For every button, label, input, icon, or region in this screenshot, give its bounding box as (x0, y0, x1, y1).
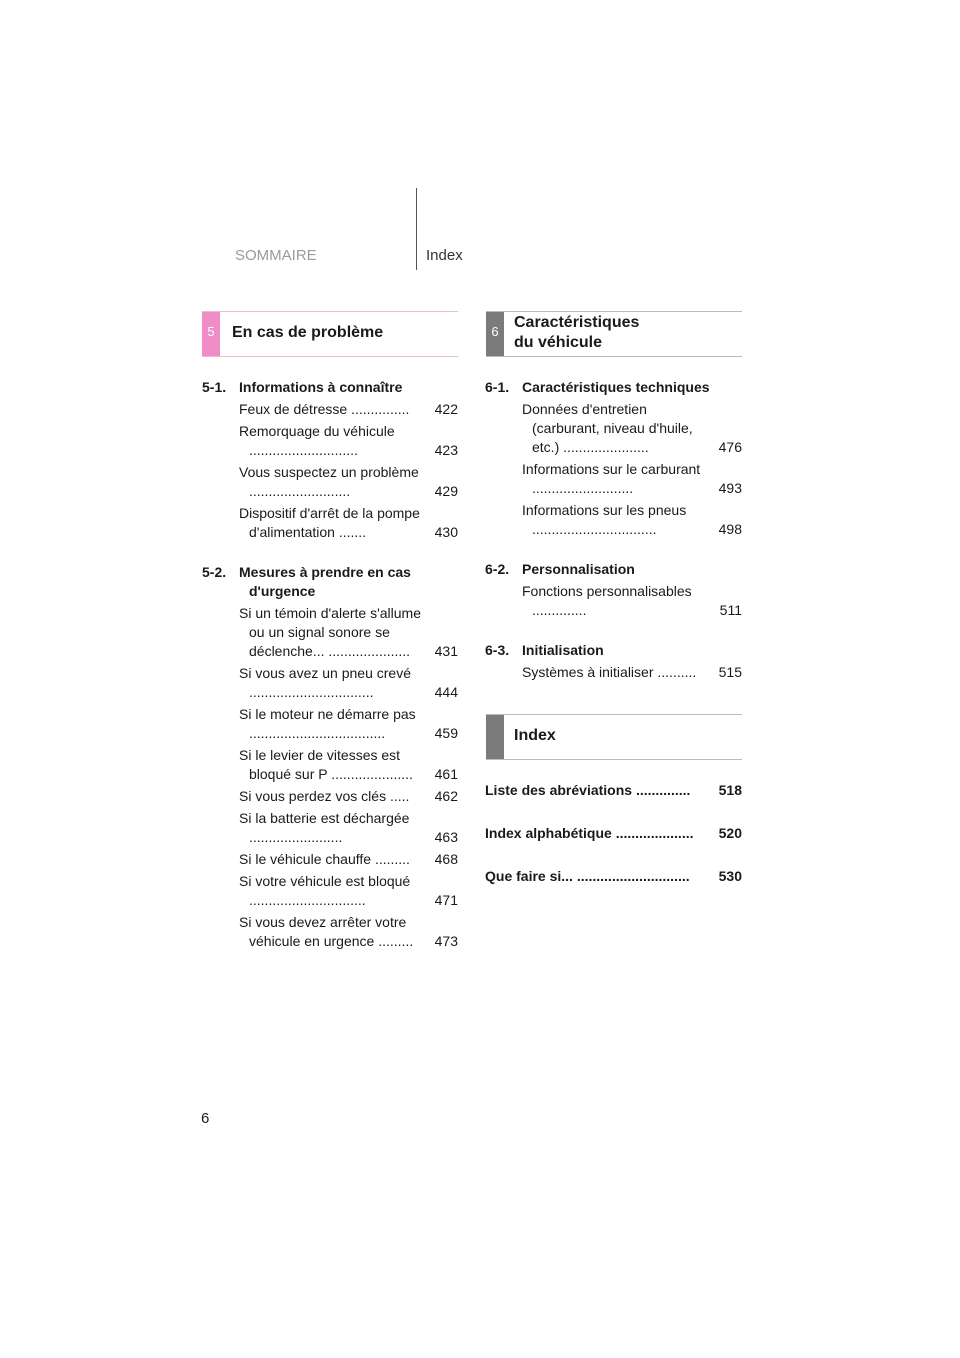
chapter-number: 5-1. (202, 379, 227, 395)
entry-page: 511 (719, 602, 742, 618)
chapter-title: Caractéristiques techniques (522, 379, 710, 395)
chapter-6-1[interactable] (485, 378, 742, 397)
index-list (485, 781, 742, 910)
entry-text: Remorquage du véhicule ............................ (239, 423, 395, 458)
index-entry-alphabetical[interactable] (485, 824, 742, 843)
entry-text: Si vous devez arrêter votre véhicule en urgence ......... (239, 914, 414, 949)
entry-text: Si votre véhicule est bloqué .............................. (239, 873, 411, 908)
entry-text: Si le moteur ne démarre pas ................................... (239, 706, 416, 741)
toc-entry[interactable] (239, 604, 458, 661)
page-number: 6 (201, 1110, 210, 1127)
entry-page: 459 (434, 725, 458, 741)
toc-right-column (485, 378, 742, 682)
index-tab (486, 715, 504, 759)
toc-entry[interactable] (239, 746, 458, 784)
entry-page: 430 (434, 524, 458, 540)
entry-text: Dispositif d'arrêt de la pompe d'alimentation ....... (239, 505, 420, 540)
entry-page: 476 (718, 439, 742, 455)
sommaire-link[interactable]: SOMMAIRE (235, 247, 317, 264)
toc-entry[interactable] (239, 850, 458, 869)
entry-text: Si le véhicule chauffe ......... (239, 851, 410, 867)
entry-text: Si un témoin d'alerte s'allume ou un signal sonore se déclenche... ..................... (239, 605, 421, 659)
chapter-6-2[interactable] (485, 560, 742, 579)
entry-page: 429 (434, 483, 458, 499)
entry-page: 520 (718, 825, 742, 841)
chapter-title: Informations à connaître (239, 379, 403, 395)
entry-text: Vous suspectez un problème .......................... (239, 464, 419, 499)
section-6-tab: 6 (486, 312, 504, 356)
section-6-title (514, 313, 639, 353)
entry-text: Si le levier de vitesses est bloqué sur P ..................... (239, 747, 413, 782)
entry-page: 518 (718, 782, 742, 798)
entry-text: Données d'entretien (carburant, niveau d'huile, etc.) ...................... (522, 401, 693, 455)
index-link[interactable]: Index (426, 247, 463, 264)
toc-entry[interactable] (239, 504, 458, 542)
chapter-number: 6-1. (485, 379, 510, 395)
toc-left-column (202, 378, 458, 951)
index-entry-what-to-do[interactable] (485, 867, 742, 886)
entry-text: Si vous avez un pneu crevé ................................ (239, 665, 411, 700)
toc-entry[interactable] (239, 809, 458, 847)
chapter-5-2[interactable] (202, 563, 458, 601)
entry-page: 498 (718, 521, 742, 537)
toc-entry[interactable] (239, 463, 458, 501)
entry-text: Fonctions personnalisables .............. (522, 583, 692, 618)
entry-text: Index alphabétique .................... (485, 825, 694, 841)
chapter-6-3[interactable] (485, 641, 742, 660)
entry-text: Informations sur les pneus ................................ (522, 502, 687, 537)
section-6-title-line2: du véhicule (514, 334, 603, 351)
entry-page: 423 (434, 442, 458, 458)
toc-entry[interactable] (239, 872, 458, 910)
entry-text: Systèmes à initialiser .......... (522, 664, 697, 680)
entry-page: 422 (434, 401, 458, 417)
toc-entry[interactable] (522, 663, 742, 682)
entry-text: Informations sur le carburant .......................... (522, 461, 701, 496)
entry-page: 471 (434, 892, 458, 908)
entry-page: 468 (434, 851, 458, 867)
section-5-tab: 5 (202, 312, 220, 356)
entry-page: 530 (718, 868, 742, 884)
toc-entry[interactable] (239, 705, 458, 743)
section-6-title-line1: Caractéristiques (514, 314, 640, 331)
entry-page: 493 (718, 480, 742, 496)
entry-page: 515 (718, 664, 742, 680)
toc-entry[interactable] (239, 787, 458, 806)
chapter-title: Initialisation (522, 642, 604, 658)
entry-text: Que faire si... ............................. (485, 868, 690, 884)
entry-page: 462 (434, 788, 458, 804)
toc-entry[interactable] (522, 400, 742, 457)
entry-text: Si vous perdez vos clés ..... (239, 788, 410, 804)
entry-text: Feux de détresse ............... (239, 401, 410, 417)
entry-text: Liste des abréviations .............. (485, 782, 691, 798)
chapter-5-1[interactable] (202, 378, 458, 397)
entry-text: Si la batterie est déchargée ........................ (239, 810, 410, 845)
chapter-number: 6-3. (485, 642, 510, 658)
chapter-number: 6-2. (485, 561, 510, 577)
toc-entry[interactable] (522, 501, 742, 539)
section-5-header (202, 311, 458, 357)
toc-entry[interactable] (239, 664, 458, 702)
entry-page: 473 (434, 933, 458, 949)
chapter-number: 5-2. (202, 564, 227, 580)
chapter-title: Personnalisation (522, 561, 635, 577)
section-5-title: En cas de problème (232, 324, 384, 341)
entry-page: 461 (434, 766, 458, 782)
entry-page: 444 (434, 684, 458, 700)
entry-page: 463 (434, 829, 458, 845)
index-entry-abbreviations[interactable] (485, 781, 742, 800)
chapter-title: Mesures à prendre en cas d'urgence (239, 564, 411, 599)
toc-entry[interactable] (239, 913, 458, 951)
toc-entry[interactable] (239, 422, 458, 460)
index-section-header (486, 714, 742, 760)
index-section-title: Index (514, 727, 556, 744)
header-divider (416, 188, 417, 270)
entry-page: 431 (434, 643, 458, 659)
toc-entry[interactable] (522, 582, 742, 620)
toc-entry[interactable] (522, 460, 742, 498)
toc-entry[interactable] (239, 400, 458, 419)
section-6-header (486, 311, 742, 357)
